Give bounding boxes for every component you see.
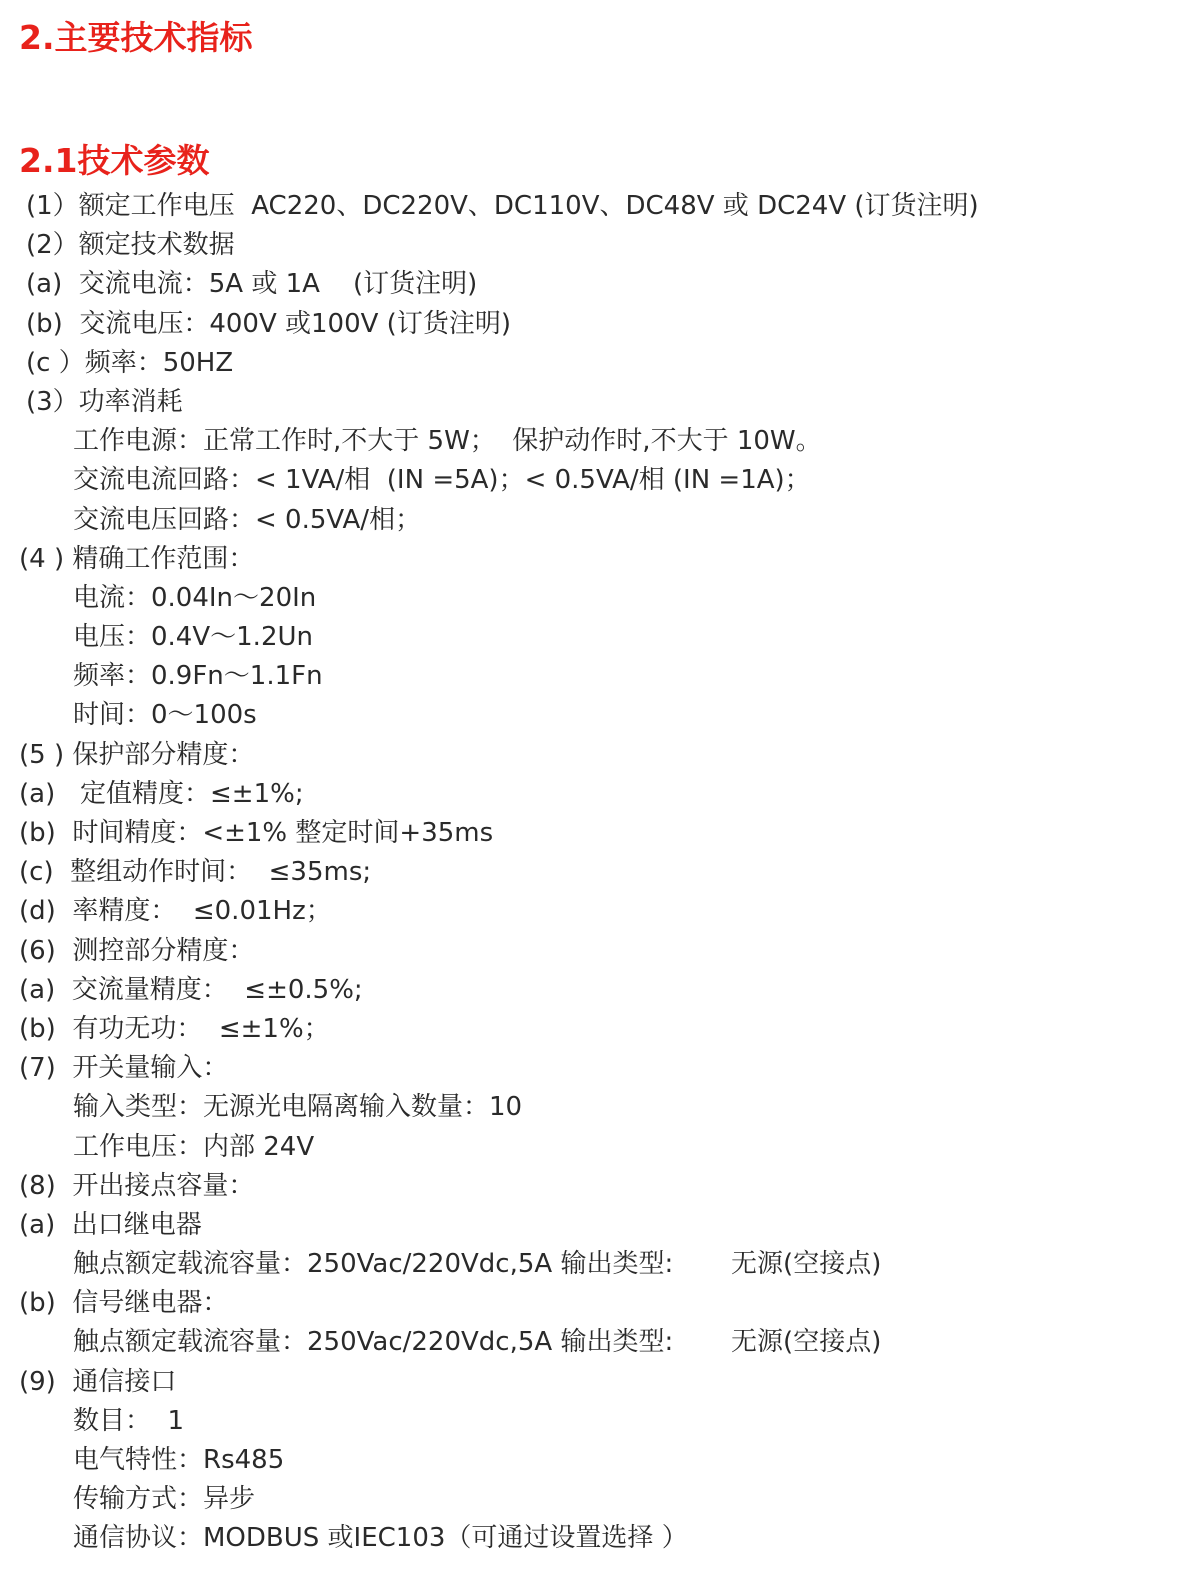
spec-line-rated-voltage: (1）额定工作电压 AC220、DC220V、DC110V、DC48V 或 DC24V (订货注明) [26,191,979,221]
spec-line-setting-accuracy: (a) 定值精度：≤±1%; [19,778,304,809]
spec-line-range-current: 电流：0.04In～20In [73,582,317,613]
spec-line-current-loop: 交流电流回路：< 1VA/相 (IN =5A)；< 0.5VA/相 (IN =1A)； [73,465,811,496]
spec-line-range-time: 时间：0～100s [73,700,257,731]
spec-line-input-type: 输入类型：无源光电隔离输入数量：10 [73,1092,523,1123]
spec-line-power-supply: 工作电源：正常工作时,不大于 5W； 保护动作时,不大于 10W。 [73,426,822,457]
spec-line-comm-count: 数目： 1 [73,1405,185,1436]
spec-line-ac-voltage: (b) 交流电压：400V 或100V (订货注明) [26,308,511,339]
spec-line-signal-relay: (b) 信号继电器： [19,1288,229,1319]
spec-line-power-consumption: (3）功率消耗 [26,386,183,417]
spec-line-trip-relay-rating: 触点额定载流容量：250Vac/220Vdc,5A 输出类型: 无源(空接点) [73,1249,882,1280]
spec-line-voltage-loop: 交流电压回路：< 0.5VA/相； [73,504,422,535]
spec-line-comm-protocol: 通信协议：MODBUS 或IEC103（可通过设置选择 ） [73,1523,688,1554]
spec-line-ac-current: (a) 交流电流：5A 或 1A (订货注明) [26,269,478,300]
section-heading: 2.主要技术指标 [19,18,253,57]
subsection-heading: 2.1技术参数 [19,141,210,180]
spec-line-ac-accuracy: (a) 交流量精度： ≤±0.5%; [19,974,363,1005]
spec-line-rated-data: (2）额定技术数据 [26,230,235,261]
spec-line-binary-inputs: (7) 开关量输入： [19,1053,229,1084]
spec-line-working-range: (4 ) 精确工作范围： [19,543,255,574]
spec-line-comm-transmission: 传输方式：异步 [73,1484,256,1515]
spec-line-frequency-accuracy: (d) 率精度： ≤0.01Hz； [19,896,332,927]
spec-list [0,187,1200,1559]
spec-line-comm-electrical: 电气特性：Rs485 [73,1445,285,1475]
spec-line-comm-interface: (9) 通信接口 [19,1366,177,1397]
spec-line-operate-time: (c) 整组动作时间： ≤35ms; [19,857,372,888]
spec-line-range-voltage: 电压：0.4V～1.2Un [73,622,313,653]
spec-line-time-accuracy: (b) 时间精度：<±1% 整定时间+35ms [19,818,494,848]
spec-line-measurement-accuracy: (6) 测控部分精度： [19,935,255,966]
spec-line-signal-relay-rating: 触点额定载流容量：250Vac/220Vdc,5A 输出类型: 无源(空接点) [73,1327,882,1358]
spec-line-trip-relay: (a) 出口继电器 [19,1209,202,1240]
spec-line-frequency: (c ）频率：50HZ [26,347,234,378]
spec-line-power-accuracy: (b) 有功无功： ≤±1%； [19,1013,330,1044]
spec-line-input-voltage: 工作电压：内部 24V [73,1131,315,1162]
spec-line-range-frequency: 频率：0.9Fn～1.1Fn [73,661,323,692]
spec-line-protection-accuracy: (5 ) 保护部分精度： [19,739,255,770]
spec-line-output-contacts: (8) 开出接点容量： [19,1170,255,1201]
